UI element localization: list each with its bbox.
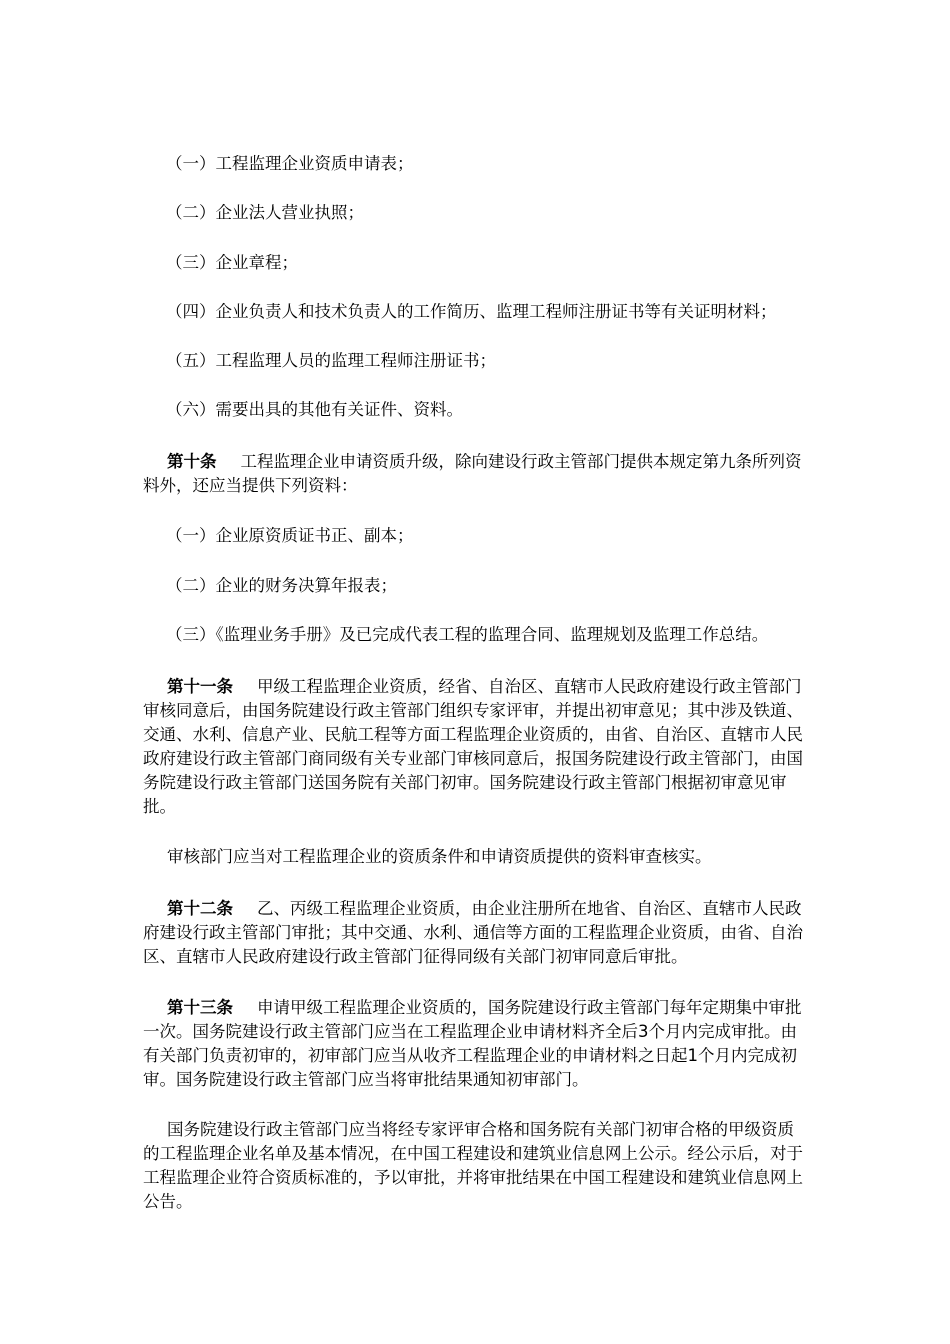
article-13-paragraph-2: 国务院建设行政主管部门应当将经专家评审合格和国务院有关部门初审合格的甲级资质的工程监理企业名单及基本情况，在中国工程建设和建筑业信息网上公示。经公示后，对于工程监理企业符合资质标准的，予以审批，并将审批结果在中国工程建设和建筑业信息网上公告。 [143,1120,803,1211]
article-11-paragraph-2: 审核部门应当对工程监理企业的资质条件和申请资质提供的资料审查核实。 [167,847,712,866]
article-number: 第十条 [167,452,217,471]
article-number-value: 3 [638,1022,649,1041]
list-item: （五）工程监理人员的监理工程师注册证书； [166,351,496,370]
article-number: 第十三条 [167,998,233,1017]
list-item: （二）企业法人营业执照； [166,203,364,222]
article-number: 第十二条 [167,899,233,918]
list-item: （三）企业章程； [166,253,298,272]
article-11 [143,675,808,819]
article-text: 个月内完成初审。国务院建设行政主管部门应当将审批结果通知初审部门。 [143,1046,797,1089]
article-text: 甲级工程监理企业资质，经省、自治区、直辖市人民政府建设行政主管部门审核同意后，由国务院建设行政主管部门组织专家评审，并提出初审意见；其中涉及铁道、交通、水利、信息产业、民航工程等方面工程监理企业资质的，由省、自治区、直辖市人民政府建设行政主管部门商同级有关专业部门审核同意后，报国务院建设行政主管部门，由国务院建设行政主管部门送国务院有关部门初审。国务院建设行政主管部门根据初审意见审批。 [143,677,803,816]
list-item: （六）需要出具的其他有关证件、资料。 [166,400,463,419]
article-text: 个月内完成审批。由有关部门负责初审的，初审部门应当从收齐工程监理企业的申请材料之日起 [143,1022,797,1065]
article-text: 乙、丙级工程监理企业资质，由企业注册所在地省、自治区、直辖市人民政府建设行政主管部门审批；其中交通、水利、通信等方面的工程监理企业资质，由省、自治区、直辖市人民政府建设行政主管部门征得同级有关部门初审同意后审批。 [143,899,803,966]
list-item: （二）企业的财务决算年报表； [166,576,397,595]
article-13 [143,996,808,1092]
list-item: （一）企业原资质证书正、副本； [166,526,414,545]
list-item: （一）工程监理企业资质申请表； [166,154,414,173]
article-12 [143,897,808,969]
article-text: 申请甲级工程监理企业资质的，国务院建设行政主管部门每年定期集中审批一次。国务院建设行政主管部门应当在工程监理企业申请材料齐全后 [143,998,802,1041]
list-item: （四）企业负责人和技术负责人的工作简历、监理工程师注册证书等有关证明材料； [166,302,777,321]
article-number: 第十一条 [167,677,233,696]
list-item: （三）《监理业务手册》及已完成代表工程的监理合同、监理规划及监理工作总结。 [166,625,769,644]
article-text: 工程监理企业申请资质升级，除向建设行政主管部门提供本规定第九条所列资料外，还应当提供下列资料： [143,452,802,495]
article-10 [143,450,808,498]
article-number-value: 1 [687,1046,698,1065]
